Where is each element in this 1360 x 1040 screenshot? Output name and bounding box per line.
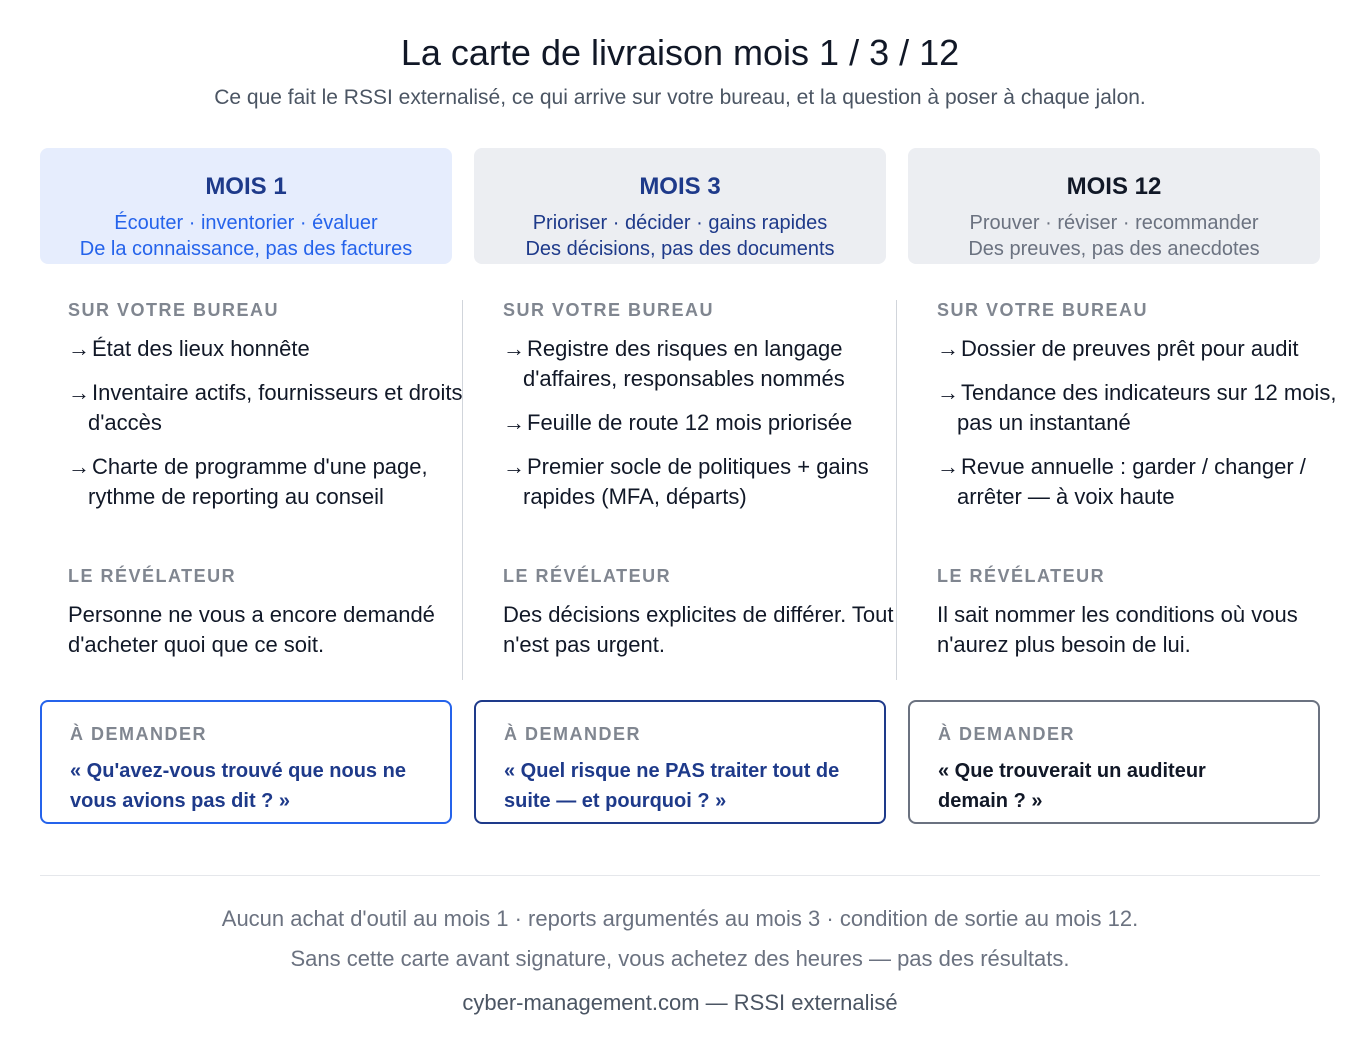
reveal-label: LE RÉVÉLATEUR (937, 566, 1106, 586)
column-month-title: MOIS 1 (205, 173, 287, 200)
ask-label: À DEMANDER (70, 724, 208, 744)
column-header (908, 148, 1320, 264)
column-motto: Des preuves, pas des anecdotes (968, 238, 1260, 260)
column-body (462, 300, 894, 680)
arrow-right-icon: → (937, 380, 959, 405)
ask-label: À DEMANDER (504, 724, 642, 744)
arrow-right-icon: → (503, 336, 525, 361)
column-header (40, 148, 452, 264)
column-tagline: Écouter · inventorier · évaluer (114, 212, 378, 234)
column-month-1 (40, 148, 463, 812)
list-item: →Inventaire actifs, fournisseurs et droits d'accès (68, 380, 463, 435)
desk-label: SUR VOTRE BUREAU (503, 300, 715, 320)
arrow-right-icon: → (68, 336, 90, 361)
arrow-right-icon: → (937, 454, 959, 479)
column-header (474, 148, 886, 264)
footer-credit: cyber-management.com — RSSI externalisé (462, 990, 898, 1015)
column-month-12 (908, 148, 1337, 812)
ask-question: « Quel risque ne PAS traiter tout de suite — et pourquoi ? » (504, 760, 840, 812)
list-item: →Registre des risques en langage d'affaires, responsables nommés (503, 336, 845, 391)
list-item: →Tendance des indicateurs sur 12 mois, pas un instantané (937, 380, 1337, 435)
ask-question: « Qu'avez-vous trouvé que nous ne vous avions pas dit ? » (70, 760, 406, 812)
list-item: →Charte de programme d'une page, rythme de reporting au conseil (68, 454, 428, 509)
list-item: →Dossier de preuves prêt pour audit (937, 334, 1357, 364)
deliverables-list (68, 334, 463, 512)
reveal-label: LE RÉVÉLATEUR (68, 566, 237, 586)
ask-label: À DEMANDER (938, 724, 1076, 744)
arrow-right-icon: → (503, 410, 525, 435)
desk-label: SUR VOTRE BUREAU (68, 300, 280, 320)
footer-warning: Sans cette carte avant signature, vous achetez des heures — pas des résultats. (290, 946, 1070, 971)
arrow-right-icon: → (937, 336, 959, 361)
deliverables-list (503, 334, 886, 512)
reveal-label: LE RÉVÉLATEUR (503, 566, 672, 586)
ask-box (474, 700, 886, 824)
column-month-3 (474, 148, 894, 812)
column-month-title: MOIS 3 (639, 173, 721, 200)
page-title: La carte de livraison mois 1 / 3 / 12 (400, 32, 960, 73)
desk-label: SUR VOTRE BUREAU (937, 300, 1149, 320)
column-body (896, 300, 1337, 680)
reveal-text: Des décisions explicites de différer. Tout n'est pas urgent. (503, 602, 894, 657)
arrow-right-icon: → (68, 380, 90, 405)
column-tagline: Prouver · réviser · recommander (969, 212, 1259, 234)
arrow-right-icon: → (68, 454, 90, 479)
deliverables-list (937, 334, 1337, 512)
list-item: →Premier socle de politiques + gains rapides (MFA, départs) (503, 454, 869, 509)
column-month-title: MOIS 12 (1066, 173, 1162, 200)
footer-summary: Aucun achat d'outil au mois 1 · reports argumentés au mois 3 · condition de sortie au mois 12. (221, 906, 1139, 931)
arrow-right-icon: → (503, 454, 525, 479)
page-subtitle: Ce que fait le RSSI externalisé, ce qui arrive sur votre bureau, et la question à poser à chaque jalon. (214, 86, 1146, 109)
column-motto: De la connaissance, pas des factures (79, 238, 413, 260)
ask-box (40, 700, 452, 824)
column-tagline: Prioriser · décider · gains rapides (532, 212, 828, 234)
list-item: →État des lieux honnête (68, 334, 488, 364)
ask-box (908, 700, 1320, 824)
reveal-text: Personne ne vous a encore demandé d'acheter quoi que ce soit. (68, 602, 435, 657)
column-body (40, 300, 463, 680)
reveal-text: Il sait nommer les conditions où vous n'aurez plus besoin de lui. (937, 602, 1298, 657)
footer-divider (40, 875, 1320, 876)
column-motto: Des décisions, pas des documents (525, 238, 835, 260)
ask-question: « Que trouverait un auditeur demain ? » (938, 760, 1206, 812)
list-item: →Revue annuelle : garder / changer / arrêter — à voix haute (937, 454, 1306, 509)
list-item: →Feuille de route 12 mois priorisée (503, 408, 923, 438)
